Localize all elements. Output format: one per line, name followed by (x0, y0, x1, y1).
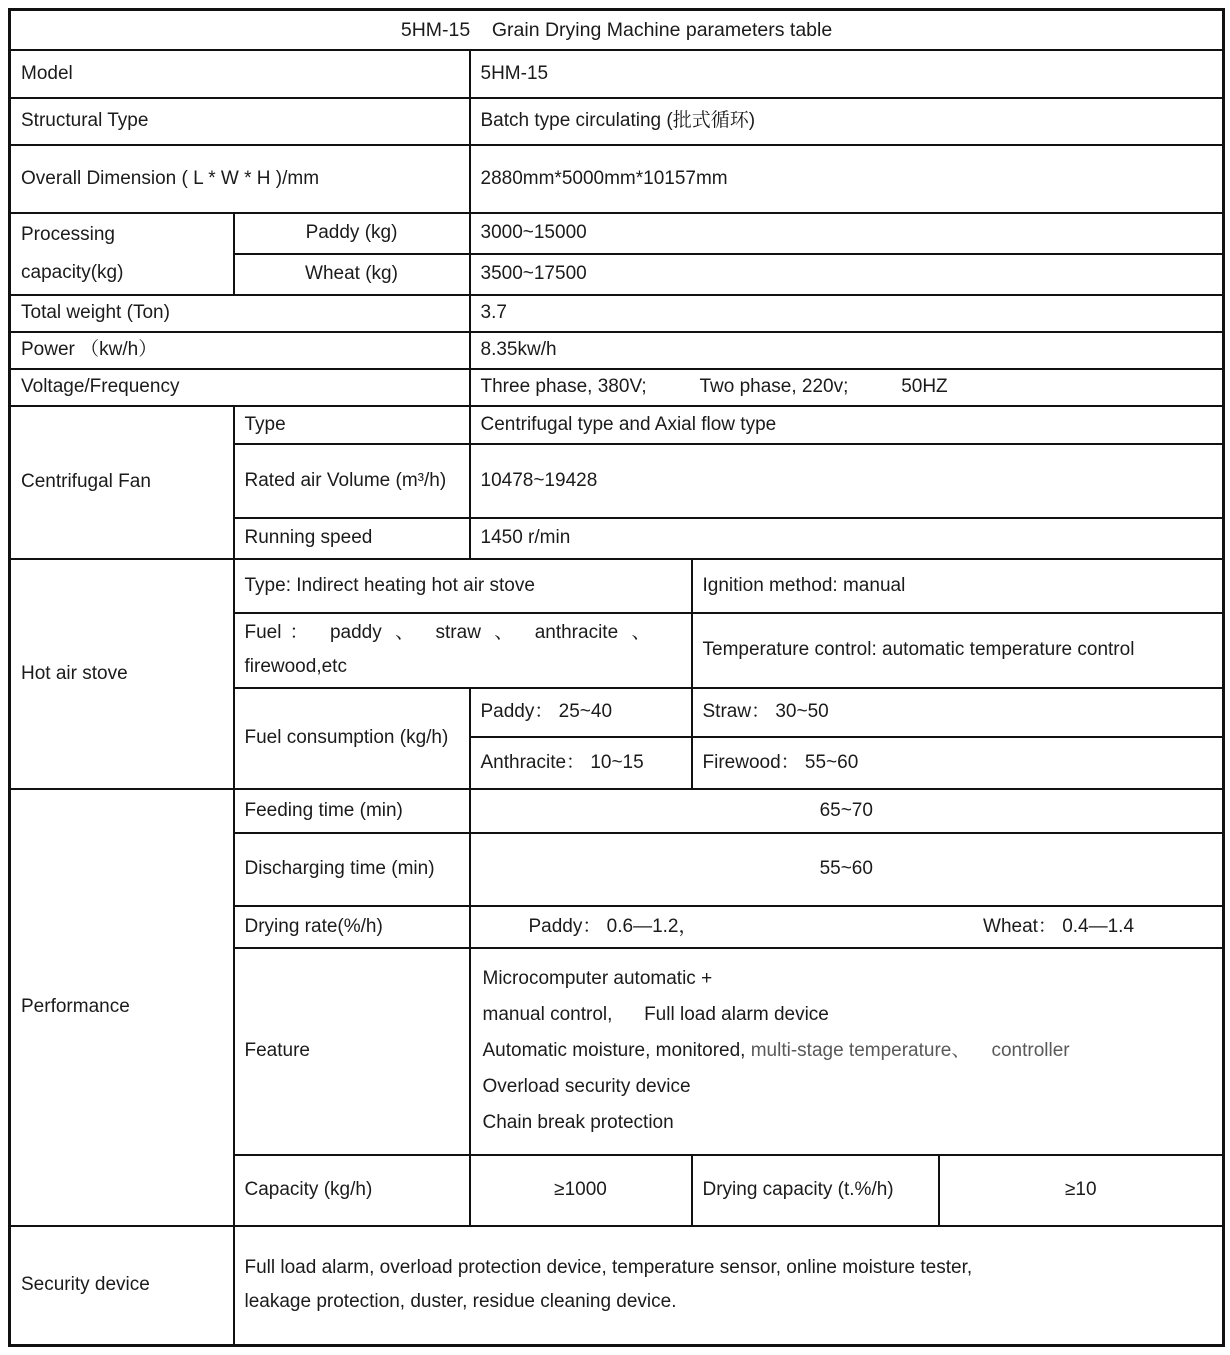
paddy-capacity-value: 3000~15000 (470, 213, 1224, 254)
feature-label: Feature (234, 948, 470, 1155)
discharging-time-label: Discharging time (min) (234, 833, 470, 906)
paddy-capacity-label: Paddy (kg) (234, 213, 470, 254)
security-device-value: Full load alarm, overload protection device, temperature sensor, online moisture tester, leakage protection, duster, residue cleaning device. (234, 1226, 1224, 1346)
feature-line-1: Microcomputer automatic + (482, 968, 713, 989)
centrifugal-fan-label: Centrifugal Fan (10, 406, 234, 559)
fuel-firewood-value: Firewood： 55~60 (692, 737, 1224, 789)
stove-ignition: Ignition method: manual (692, 559, 1224, 613)
voltage-frequency-value: Three phase, 380V; Two phase, 220v; 50HZ (470, 369, 1224, 406)
stove-type: Type: Indirect heating hot air stove (234, 559, 692, 613)
feeding-time-value: 65~70 (470, 789, 1224, 833)
running-speed-value: 1450 r/min (470, 518, 1224, 559)
processing-capacity-label: Processing capacity(kg) (10, 213, 234, 295)
power-label: Power （kw/h） (10, 332, 470, 369)
feature-line-3-black: Automatic moisture, monitored, (482, 1040, 751, 1061)
fuel-consumption-label: Fuel consumption (kg/h) (234, 688, 470, 789)
parameters-table (8, 8, 1225, 1347)
rated-air-volume-label: Rated air Volume (m³/h) (234, 444, 470, 518)
drying-capacity-value: ≥10 (939, 1155, 1224, 1226)
feature-line-3-gray: multi-stage temperature、 controller (750, 1040, 1070, 1061)
model-value: 5HM-15 (470, 50, 1224, 98)
drying-capacity-label: Drying capacity (t.%/h) (692, 1155, 939, 1226)
running-speed-label: Running speed (234, 518, 470, 559)
dimension-value: 2880mm*5000mm*10157mm (470, 145, 1224, 213)
structural-type-label: Structural Type (10, 98, 470, 145)
fuel-straw-value: Straw： 30~50 (692, 688, 1224, 737)
drying-rate-paddy: Paddy： 0.6—1.2， (528, 915, 698, 937)
feature-line-4: Overload security device (482, 1076, 691, 1097)
drying-rate-values (470, 906, 1224, 948)
feeding-time-label: Feeding time (min) (234, 789, 470, 833)
discharging-time-value: 55~60 (470, 833, 1224, 906)
model-label: Model (10, 50, 470, 98)
table-title: 5HM-15 Grain Drying Machine parameters table (10, 10, 1224, 50)
capacity-label: Capacity (kg/h) (234, 1155, 470, 1226)
rated-air-volume-value: 10478~19428 (470, 444, 1224, 518)
stove-temperature-control: Temperature control: automatic temperature control (692, 613, 1224, 688)
hot-air-stove-label: Hot air stove (10, 559, 234, 789)
drying-rate-label: Drying rate(%/h) (234, 906, 470, 948)
drying-rate-wheat: Wheat： 0.4—1.4 (983, 915, 1135, 937)
structural-type-value: Batch type circulating (批式循环) (470, 98, 1224, 145)
feature-line-2: manual control, Full load alarm device (482, 1004, 829, 1025)
wheat-capacity-value: 3500~17500 (470, 254, 1224, 295)
feature-value (470, 948, 1224, 1155)
fan-type-label: Type (234, 406, 470, 444)
fuel-anthracite-value: Anthracite： 10~15 (470, 737, 692, 789)
dimension-label: Overall Dimension ( L * W * H )/mm (10, 145, 470, 213)
total-weight-value: 3.7 (470, 295, 1224, 332)
security-device-label: Security device (10, 1226, 234, 1346)
wheat-capacity-label: Wheat (kg) (234, 254, 470, 295)
power-value: 8.35kw/h (470, 332, 1224, 369)
total-weight-label: Total weight (Ton) (10, 295, 470, 332)
feature-line-5: Chain break protection (482, 1112, 674, 1133)
voltage-frequency-label: Voltage/Frequency (10, 369, 470, 406)
fuel-paddy-value: Paddy： 25~40 (470, 688, 692, 737)
fan-type-value: Centrifugal type and Axial flow type (470, 406, 1224, 444)
feature-line-3 (483, 1033, 1211, 1069)
capacity-value: ≥1000 (470, 1155, 692, 1226)
performance-label: Performance (10, 789, 234, 1226)
stove-fuel: Fuel： paddy 、 straw 、 anthracite 、 firewood,etc (234, 613, 692, 688)
